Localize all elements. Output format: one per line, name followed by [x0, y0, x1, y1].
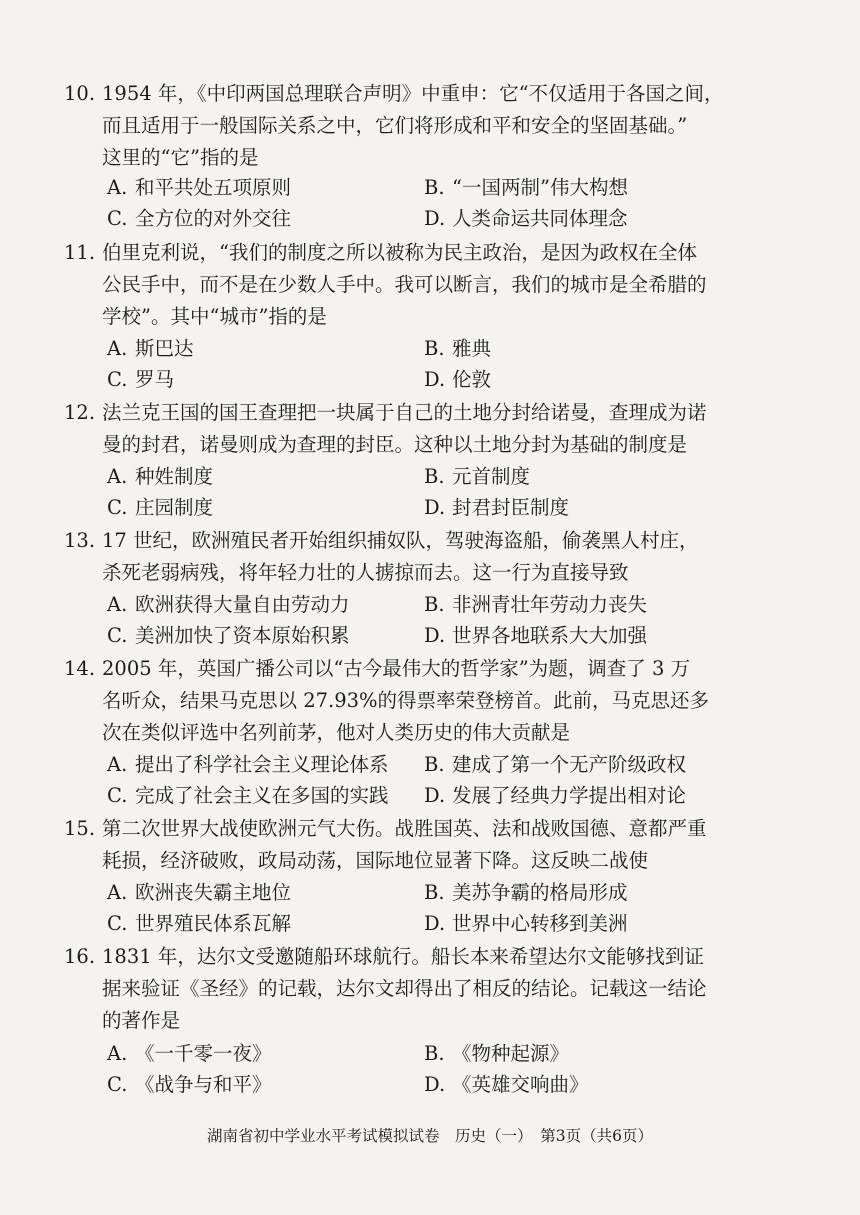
question-text-line: 第二次世界大战使欧洲元气大伤。战胜国英、法和战败国德、意都严重: [102, 817, 707, 840]
option-d: D. 人类命运共同体理念: [424, 207, 628, 230]
option-c: C. 庄园制度: [107, 496, 214, 519]
option-a: A. 和平共处五项原则: [107, 176, 292, 199]
option-d: D. 世界各地联系大大加强: [424, 624, 648, 647]
question-14-options: [107, 749, 747, 811]
question-text-line: 名听众，结果马克思以 27.93%的得票率荣登榜首。此前，马克思还多: [102, 689, 710, 712]
question-text-line: 学校”。其中“城市”指的是: [102, 305, 327, 328]
question-text-line: 次在类似评选中名列前茅，他对人类历史的伟大贡献是: [102, 721, 571, 744]
option-a: A. 欧洲丧失霸主地位: [107, 881, 292, 904]
option-c: C. 完成了社会主义在多国的实践: [107, 784, 389, 807]
option-a: A. 种姓制度: [107, 465, 214, 488]
question-11: [64, 237, 744, 333]
question-15: [64, 813, 744, 877]
option-c: C. 世界殖民体系瓦解: [107, 912, 292, 935]
question-number: 11.: [64, 241, 96, 264]
option-b: B. 非洲青壮年劳动力丧失: [424, 593, 648, 616]
option-d: D. 世界中心转移到美洲: [424, 912, 628, 935]
option-d: D. 发展了经典力学提出相对论: [424, 784, 687, 807]
question-text-line: 1831 年，达尔文受邀随船环球航行。船长本来希望达尔文能够找到证: [102, 945, 704, 968]
option-d: D. 伦敦: [424, 368, 492, 391]
question-text-line: 的著作是: [102, 1009, 181, 1032]
option-a: A. 《一千零一夜》: [107, 1042, 272, 1065]
question-text-line: 1954 年，《中印两国总理联合声明》中重申：它“不仅适用于各国之间，: [102, 82, 724, 105]
question-16: [64, 941, 744, 1037]
question-10-options: [107, 172, 747, 234]
question-12: [64, 397, 744, 461]
option-c: C. 美洲加快了资本原始积累: [107, 624, 350, 647]
question-text-line: 公民手中，而不是在少数人手中。我可以断言，我们的城市是全希腊的: [102, 273, 707, 296]
question-text-line: 而且适用于一般国际关系之中，它们将形成和平和安全的坚固基础。”: [102, 114, 688, 137]
question-text-line: 17 世纪，欧洲殖民者开始组织捕奴队，驾驶海盗船，偷袭黑人村庄，: [102, 529, 699, 552]
question-text-line: 伯里克利说，“我们的制度之所以被称为民主政治，是因为政权在全体: [102, 241, 697, 264]
question-text-line: 2005 年，英国广播公司以“古今最伟大的哲学家”为题，调查了 3 万: [102, 657, 691, 680]
question-number: 13.: [64, 529, 96, 552]
question-text-line: 曼的封君，诺曼则成为查理的封臣。这种以土地分封为基础的制度是: [102, 433, 688, 456]
question-text-line: 据来验证《圣经》的记载，达尔文却得出了相反的结论。记载这一结论: [102, 977, 707, 1000]
question-16-options: [107, 1038, 747, 1100]
question-10: [64, 78, 744, 174]
option-b: B. 元首制度: [424, 465, 531, 488]
option-a: A. 提出了科学社会主义理论体系: [107, 753, 389, 776]
option-d: D. 封君封臣制度: [424, 496, 570, 519]
question-13: [64, 525, 744, 589]
option-c: C. 全方位的对外交往: [107, 207, 292, 230]
option-b: B. 美苏争霸的格局形成: [424, 881, 628, 904]
question-text-line: 这里的“它”指的是: [102, 146, 259, 169]
question-12-options: [107, 461, 747, 523]
option-a: A. 欧洲获得大量自由劳动力: [107, 593, 350, 616]
question-number: 12.: [64, 401, 96, 424]
page-footer: 湖南省初中学业水平考试模拟试卷 历史（一） 第3页（共6页）: [207, 1127, 653, 1145]
question-number: 16.: [64, 945, 96, 968]
option-b: B. 建成了第一个无产阶级政权: [424, 753, 687, 776]
option-c: C. 罗马: [107, 368, 175, 391]
option-b: B. “一国两制”伟大构想: [424, 176, 628, 199]
option-b: B. 雅典: [424, 337, 492, 360]
question-15-options: [107, 877, 747, 939]
question-text-line: 杀死老弱病残，将年轻力壮的人掳掠而去。这一行为直接导致: [102, 561, 629, 584]
question-number: 14.: [64, 657, 96, 680]
question-13-options: [107, 589, 747, 651]
question-14: [64, 653, 744, 749]
option-c: C. 《战争与和平》: [107, 1073, 272, 1096]
option-b: B. 《物种起源》: [424, 1042, 570, 1065]
question-number: 15.: [64, 817, 96, 840]
question-text-line: 法兰克王国的国王查理把一块属于自己的土地分封给诺曼，查理成为诺: [102, 401, 707, 424]
question-text-line: 耗损，经济破败，政局动荡，国际地位显著下降。这反映二战使: [102, 849, 649, 872]
option-d: D. 《英雄交响曲》: [424, 1073, 589, 1096]
question-11-options: [107, 333, 747, 395]
option-a: A. 斯巴达: [107, 337, 194, 360]
question-number: 10.: [64, 82, 96, 105]
